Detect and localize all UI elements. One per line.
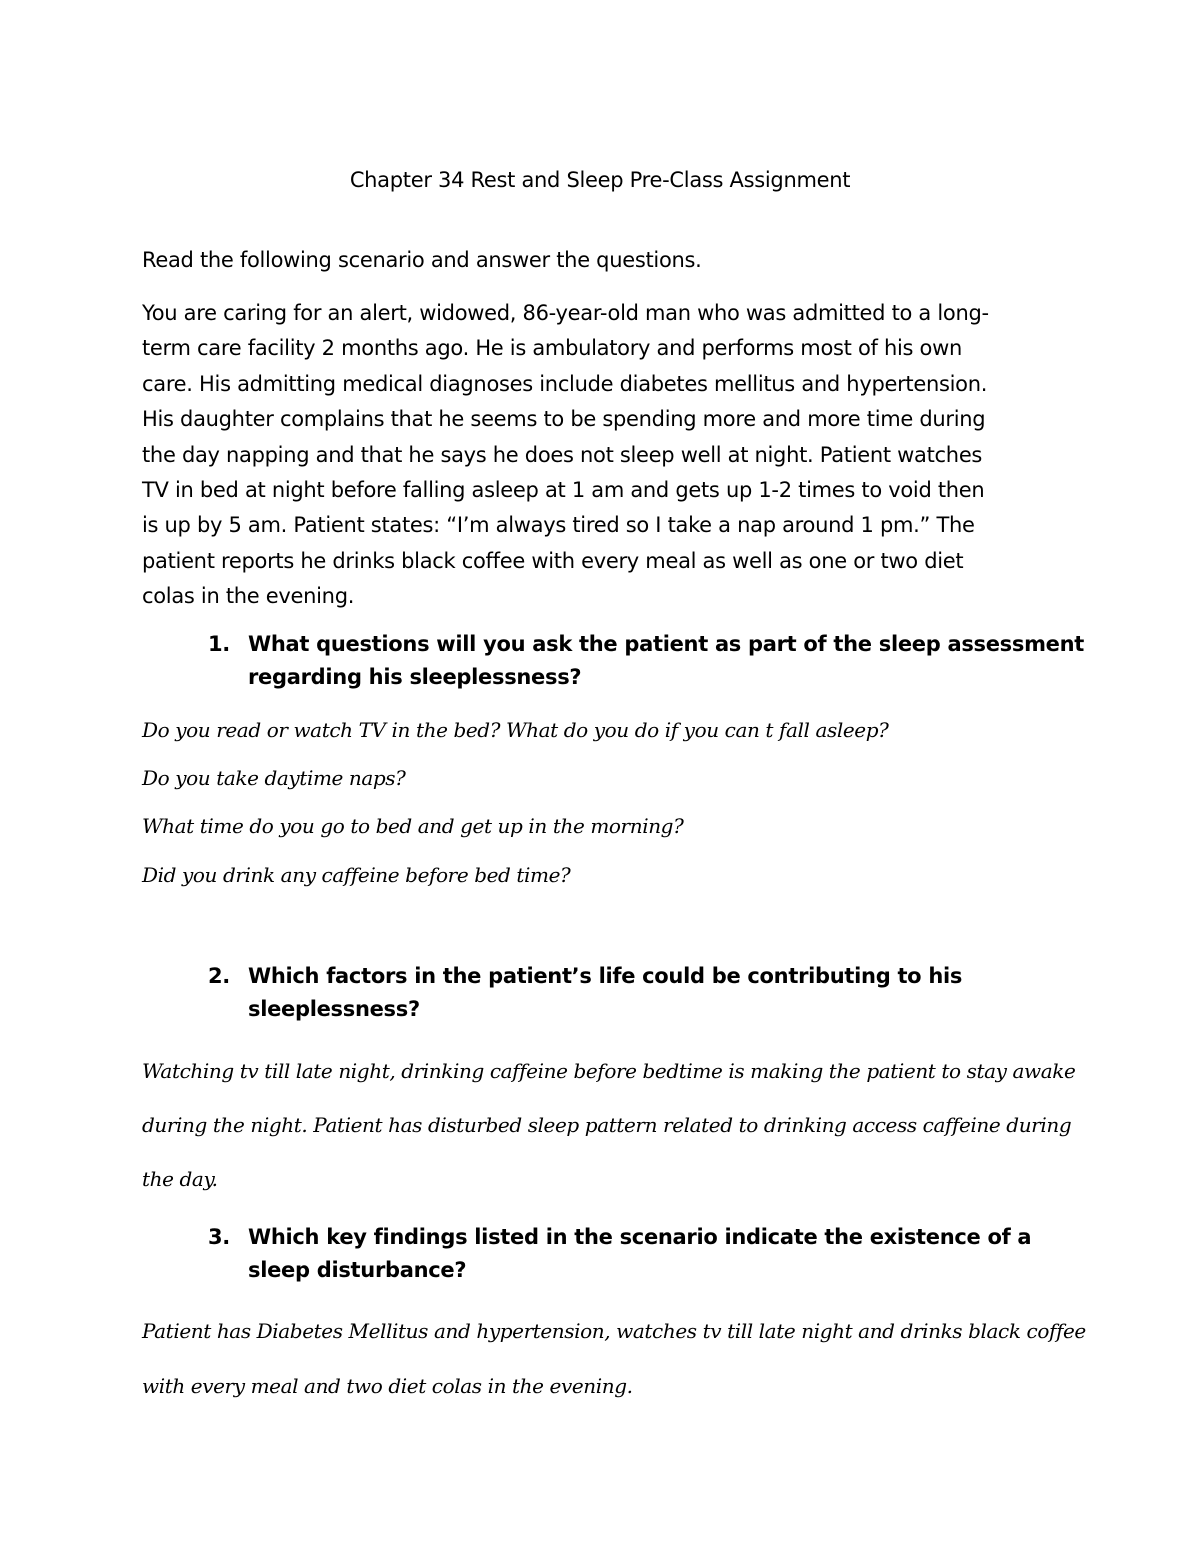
answer-2-line: during the night. Patient has disturbed sleep pattern related to drinking access caffeine during <box>142 1113 1072 1137</box>
answer-1-line: What time do you go to bed and get up in the morning? <box>142 814 684 838</box>
question-number: 3. <box>208 1225 230 1249</box>
question-text-line: regarding his sleeplessness? <box>248 665 582 689</box>
answer-2-line: the day. <box>142 1167 218 1191</box>
scenario-line: care. His admitting medical diagnoses include diabetes mellitus and hypertension. <box>142 371 988 396</box>
question-text-line: Which factors in the patient’s life could be contributing to his <box>248 964 963 988</box>
question-1 <box>142 628 1084 694</box>
question-text-line: sleeplessness? <box>248 997 420 1021</box>
scenario-line: the day napping and that he says he does not sleep well at night. Patient watches <box>142 442 983 467</box>
question-text-line: sleep disturbance? <box>248 1258 467 1282</box>
question-text-line: Which key findings listed in the scenario indicate the existence of a <box>248 1225 1032 1249</box>
scenario-line: TV in bed at night before falling asleep at 1 am and gets up 1-2 times to void then <box>142 478 985 503</box>
question-3 <box>142 1221 1062 1287</box>
question-number: 2. <box>208 964 230 988</box>
answer-2-line: Watching tv till late night, drinking caffeine before bedtime is making the patient to stay awake <box>142 1059 1076 1083</box>
scenario-line: You are caring for an alert, widowed, 86-year-old man who was admitted to a long- <box>142 301 989 325</box>
scenario-line: patient reports he drinks black coffee with every meal as well as one or two diet <box>142 548 964 573</box>
question-2 <box>142 960 1062 1026</box>
answer-3-line: with every meal and two diet colas in the evening. <box>142 1374 633 1398</box>
answer-3-line: Patient has Diabetes Mellitus and hypertension, watches tv till late night and drinks black coffee <box>142 1319 1086 1343</box>
scenario-line: His daughter complains that he seems to be spending more and more time during <box>142 407 986 432</box>
answer-1-line: Do you take daytime naps? <box>142 766 406 790</box>
scenario-paragraph <box>142 296 1062 615</box>
answer-1-line: Do you read or watch TV in the bed? What do you do if you can t fall asleep? <box>142 718 889 742</box>
scenario-line: is up by 5 am. Patient states: “I’m always tired so I take a nap around 1 pm.” The <box>142 513 975 538</box>
scenario-line: colas in the evening. <box>142 584 355 609</box>
question-number: 1. <box>208 632 230 656</box>
scenario-line: term care facility 2 months ago. He is ambulatory and performs most of his own <box>142 336 962 361</box>
intro-instruction: Read the following scenario and answer the questions. <box>142 248 702 272</box>
page-title: Chapter 34 Rest and Sleep Pre-Class Assignment <box>349 168 851 192</box>
answer-1-line: Did you drink any caffeine before bed time? <box>142 863 571 887</box>
question-text-line: What questions will you ask the patient as part of the sleep assessment <box>248 632 1084 656</box>
